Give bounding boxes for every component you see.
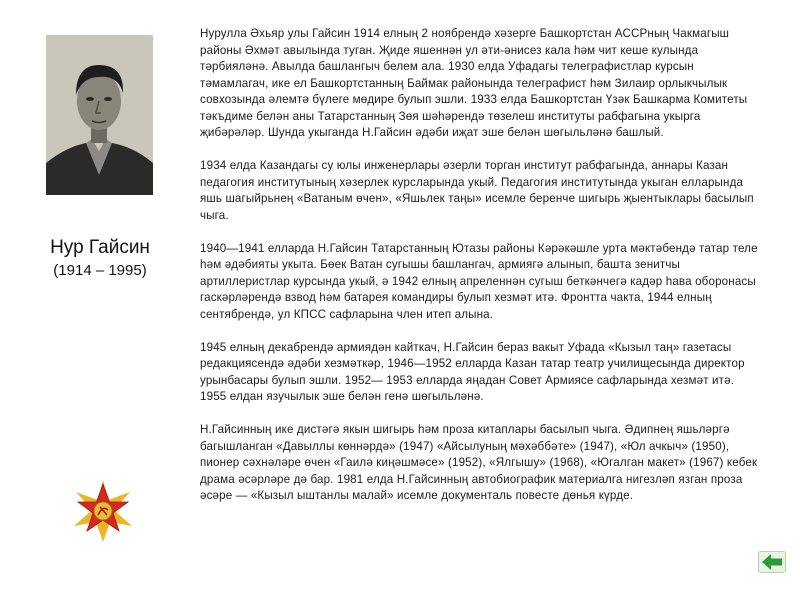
back-arrow-icon[interactable] (758, 551, 786, 573)
person-years: (1914 – 1995) (53, 262, 147, 279)
biography-text (200, 26, 760, 521)
soviet-order-star-icon (70, 478, 136, 544)
person-name: Нур Гайсин (50, 237, 150, 258)
portrait-photo (46, 35, 153, 195)
biography-paragraph: 1934 елда Казандагы су юлы инженерлары әзерли торган институт рабфагында, аннары Казан педагогия институтының хәзерлек курсларында укый. Педагогия институтында укыган елларында яшь шагыйрьнең «Ватаным өчен», «Яшьлек таңы» исемле беренче шигырь җыентыклары басылып чыга. (200, 159, 754, 222)
portrait-image (46, 35, 153, 195)
biography-paragraph: Н.Гайсинның ике дистәгә якын шигырь һәм проза китаплары басылып чыга. Әдипнең яшьләргә багышланган «Давыллы көннәрдә» (1947) «Айсылуның мәхәббәте» (1947), «Юл ачкыч» (1950), пионер сәхнәләре өчен «Гаилә киңәшмәсе» (1952), «Ялгышу» (1968), «Югалган макет» (1967) кебек драма әсәрләре дә бар. 1981 елда Н.Гайсинның автобиографик материалга нигезләп язган проза әсәре — «Кызыл ыштанлы малай» исемле документаль повесте дөнья күрде. (200, 423, 758, 502)
biography-paragraph: Нурулла Әхьяр улы Гайсин 1914 елның 2 ноябрендә хәзерге Башкортстан АССРның Чакмагыш районы Әхмәт авылында туган. Җиде яшеннән ул әти-әнисез кала һәм чит кеше кулында тәрбияләнә. Авылда башлангыч белем ала. 1930 елда Уфадагы телеграфистлар курсын тәмамлагач, ике ел Башкортстанның Баймак районында телеграфист һәм Зилаир орлыкчылык совхозында әлемтә бүлеге мөдире булып эшли. 1933 елда Башкортстан Үзәк Башкарма Комитеты тәкъдиме белән аны Татарстанның Зөя шәһәрендә төзелеш институты рабфагына укырга җибәрәләр. Шунда укыганда Н.Гайсин әдәби иҗат эше белән шөгыльләнә башлый. (200, 27, 748, 139)
biography-paragraph: 1940—1941 елларда Н.Гайсин Татарстанның Ютазы районы Кәрәкәшле урта мәктәбендә татар теле һәм әдәбияты укыта. Бөек Ватан сугышы башлангач, армиягә алынып, башта зенитчы артиллеристлар курсында укый, ә 1942 елның апреленнән сугыш беткәнчегә кадәр һава оборонасы гаскәрләрендә взвод һәм батарея командиры булып хезмәт итә. Фронтта чакта, 1944 елның сентябрендә, ул КПСС сафларына член итеп алына. (200, 241, 758, 321)
biography-paragraph: 1945 елның декабрендә армиядән кайткач, Н.Гайсин бераз вакыт Уфада «Кызыл таң» газетасы редакциясендә әдәби хезмәткәр, 1946—1952 елларда Казан татар театр училищесында директор урынбасары булып эшли. 1952— 1953 елларда яңадан Совет Армиясе сафларында хезмәт итә. 1955 елдан язучылык эше белән генә шөгыльләнә. (200, 340, 745, 403)
